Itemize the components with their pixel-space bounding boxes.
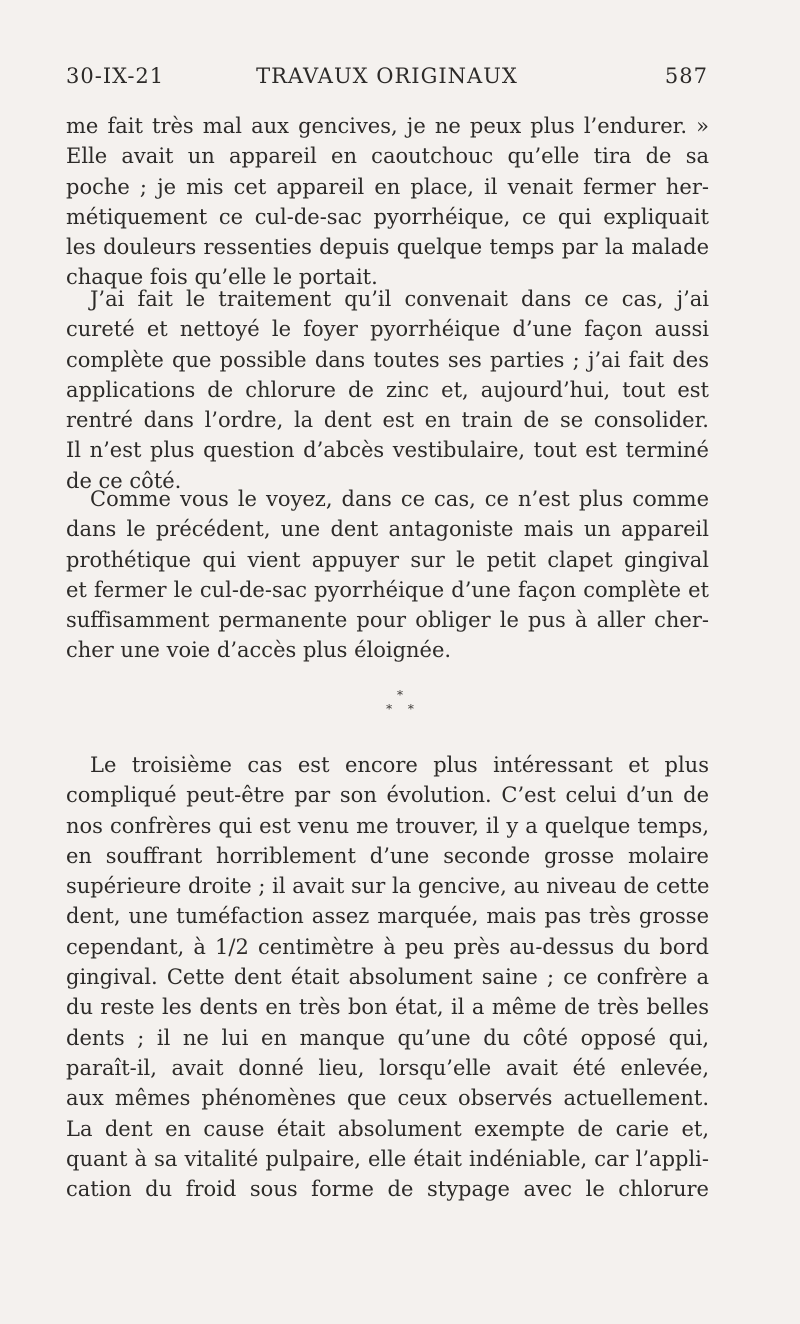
text-line: Elle avait un appareil en caoutchouc qu’elle tira de sa	[66, 144, 709, 169]
text-line: poche ; je mis cet appareil en place, il venait fermer her-	[66, 174, 709, 199]
text-line: nos confrères qui est venu me trouver, il y a quelque temps,	[66, 813, 709, 838]
text-line: cation du froid sous forme de stypage avec le chlorure	[66, 1177, 709, 1202]
separator-bottom-stars: * *	[386, 702, 420, 716]
separator-top-star: *	[397, 688, 403, 702]
text-line: de ce côté.	[66, 468, 182, 493]
paragraph-3	[66, 484, 709, 666]
text-line: supérieure droite ; il avait sur la gencive, au niveau de cette	[66, 874, 709, 899]
header-title: TRAVAUX ORIGINAUX	[256, 64, 518, 88]
running-header	[66, 64, 708, 96]
text-line: cureté et nettoyé le foyer pyorrhéique d’une façon aussi	[66, 317, 709, 342]
text-line: dents ; il ne lui en manque qu’une du côté opposé qui,	[66, 1025, 709, 1050]
text-line: métiquement ce cul-de-sac pyorrhéique, ce qui expliquait	[66, 204, 709, 229]
text-line: cependant, à 1/2 centimètre à peu près au-dessus du bord	[66, 934, 709, 959]
text-line: les douleurs ressenties depuis quelque temps par la malade	[66, 235, 709, 260]
text-line: paraît-il, avait donné lieu, lorsqu’elle avait été enlevée,	[66, 1055, 709, 1080]
header-date: 30-IX-21	[66, 64, 165, 88]
text-line: aux mêmes phénomènes que ceux observés actuellement.	[66, 1086, 709, 1111]
text-line: en souffrant horriblement d’une seconde grosse molaire	[66, 843, 709, 868]
text-line: rentré dans l’ordre, la dent est en train de se consolider.	[66, 408, 709, 433]
section-separator	[0, 688, 800, 716]
text-line: cher une voie d’accès plus éloignée.	[66, 638, 452, 663]
text-line: suffisamment permanente pour obliger le pus à aller cher-	[66, 608, 709, 633]
text-line: Le troisième cas est encore plus intéressant et plus	[90, 753, 709, 777]
text-line: chaque fois qu’elle le portait.	[66, 265, 378, 290]
text-line: prothétique qui vient appuyer sur le petit clapet gingival	[66, 547, 709, 572]
paragraph-4	[66, 750, 709, 1204]
text-line: La dent en cause était absolument exempte de carie et,	[66, 1116, 709, 1141]
text-line: gingival. Cette dent était absolument saine ; ce confrère a	[66, 965, 709, 990]
page-number: 587	[664, 64, 708, 88]
paragraph-2	[66, 284, 709, 496]
text-line: et fermer le cul-de-sac pyorrhéique d’une façon complète et	[66, 577, 709, 602]
text-line: dans le précédent, une dent antagoniste mais un appareil	[66, 517, 709, 542]
text-line: J’ai fait le traitement qu’il convenait dans ce cas, j’ai	[90, 287, 709, 311]
text-line: du reste les dents en très bon état, il a même de très belles	[66, 995, 709, 1020]
text-line: quant à sa vitalité pulpaire, elle était indéniable, car l’appli-	[66, 1146, 709, 1171]
text-line: dent, une tuméfaction assez marquée, mais pas très grosse	[66, 904, 709, 929]
paragraph-1	[66, 111, 709, 293]
text-line: compliqué peut-être par son évolution. C’est celui d’un de	[66, 783, 709, 808]
text-line: complète que possible dans toutes ses parties ; j’ai fait des	[66, 347, 709, 372]
text-line: Il n’est plus question d’abcès vestibulaire, tout est terminé	[66, 438, 709, 463]
text-line: me fait très mal aux gencives, je ne peux plus l’endurer. »	[66, 114, 709, 138]
text-line: applications de chlorure de zinc et, aujourd’hui, tout est	[66, 377, 709, 402]
text-line: Comme vous le voyez, dans ce cas, ce n’est plus comme	[90, 487, 709, 511]
